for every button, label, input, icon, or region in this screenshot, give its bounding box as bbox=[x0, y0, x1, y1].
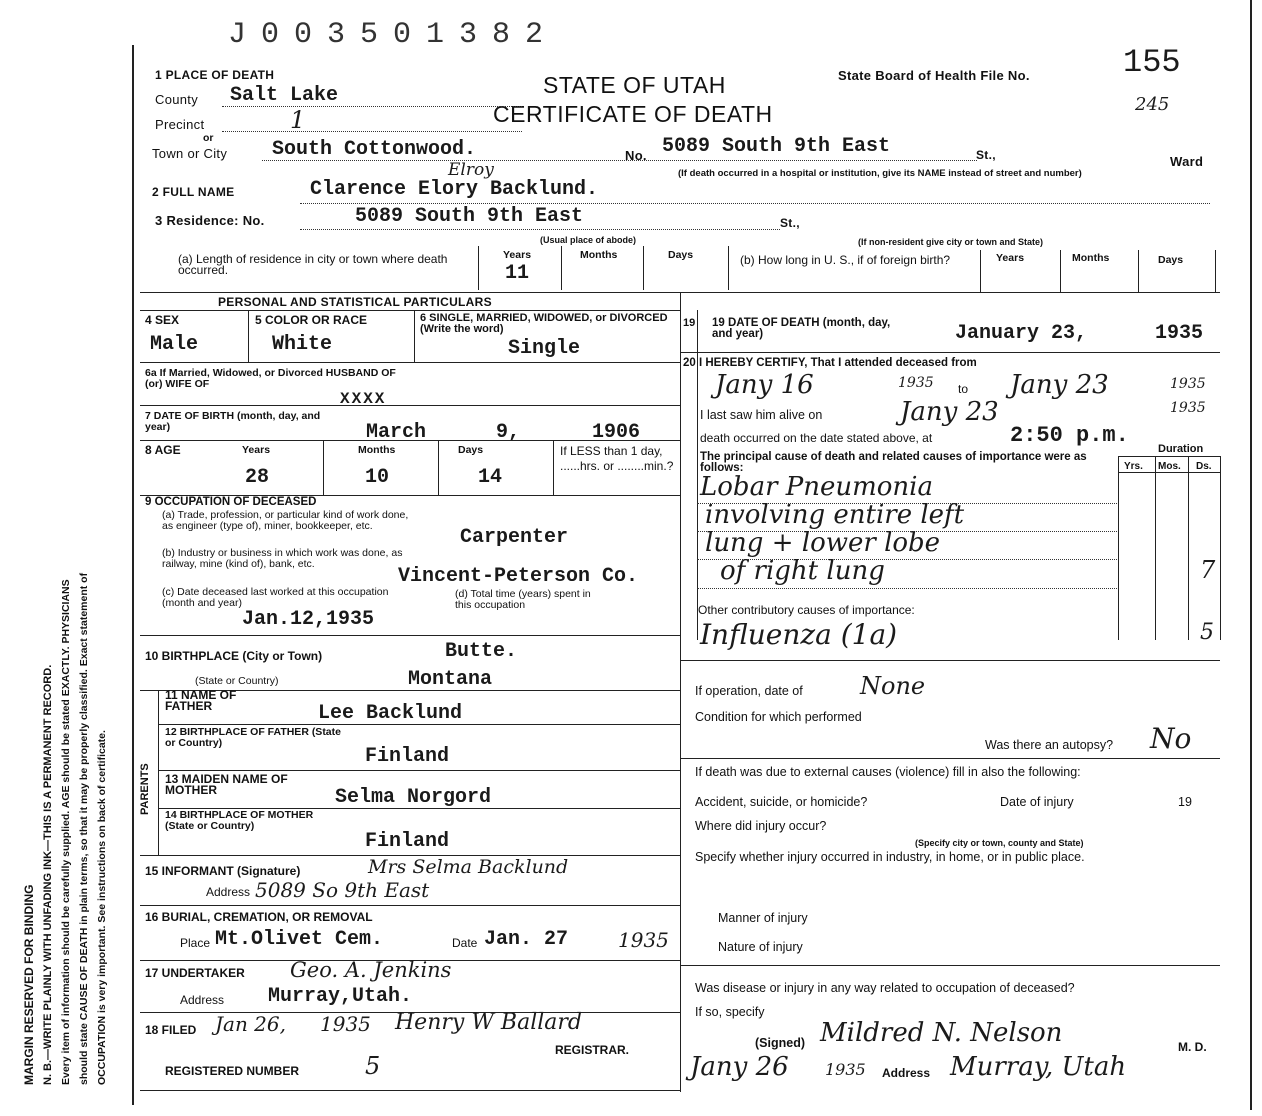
marital-label: 6 SINGLE, MARRIED, WIDOWED, or DIVORCED (Write the word) bbox=[420, 312, 668, 335]
occupation-d-label: (d) Total time (years) spent in this occupation bbox=[455, 588, 591, 611]
operation-value: None bbox=[860, 672, 926, 700]
file-sub-number: 245 bbox=[1135, 94, 1170, 115]
filed-rule bbox=[140, 1090, 680, 1091]
duration-yrs: Yrs. bbox=[1124, 461, 1143, 472]
informant-label: 15 INFORMANT (Signature) bbox=[145, 864, 301, 878]
birthplace-state-label: (State or Country) bbox=[195, 675, 279, 687]
registered-number-label: REGISTERED NUMBER bbox=[165, 1064, 300, 1078]
residence-value: 5089 South 9th East bbox=[355, 205, 584, 228]
registered-number: 5 bbox=[365, 1052, 381, 1080]
street-label: St., bbox=[976, 148, 996, 162]
res-box-left bbox=[478, 246, 479, 290]
town-or-label: or bbox=[203, 132, 214, 144]
birthplace-label: 10 BIRTHPLACE (City or Town) bbox=[145, 649, 323, 663]
injury-date-label: Date of injury bbox=[1000, 795, 1074, 809]
mother-name-label: 13 MAIDEN NAME OF MOTHER bbox=[165, 772, 288, 797]
occupation-related-label: Was disease or injury in any way related to occupation of deceased? bbox=[695, 981, 1075, 995]
dob-month: March bbox=[366, 421, 427, 444]
last-saw-date: Jany 23 bbox=[900, 397, 999, 427]
certify-label: 20 I HEREBY CERTIFY, That I attended deceased from bbox=[683, 357, 977, 369]
death-date-label: 19 DATE OF DEATH (month, day, and year) bbox=[712, 317, 891, 340]
manner-injury-label: Manner of injury bbox=[718, 911, 808, 925]
occupation-last-worked: Jan.12,1935 bbox=[242, 608, 375, 631]
filed-date: Jan 26, bbox=[215, 1012, 286, 1036]
attended-to-year: 1935 bbox=[1170, 376, 1206, 392]
age-days-label: Days bbox=[458, 444, 484, 456]
ward-label: Ward bbox=[1170, 154, 1204, 169]
margin-binding-note: MARGIN RESERVED FOR BINDING bbox=[22, 884, 36, 1085]
undertaker-address-label: Address bbox=[180, 993, 225, 1007]
burial-place: Mt.Olivet Cem. bbox=[215, 928, 384, 951]
informant-address-label: Address bbox=[206, 885, 251, 899]
res-years-label: Years bbox=[503, 249, 532, 261]
age-years: 28 bbox=[245, 466, 270, 489]
death-year-value: 1935 bbox=[1155, 322, 1204, 345]
duration-header-rule bbox=[1118, 472, 1220, 473]
condition-label: Condition for which performed bbox=[695, 710, 862, 724]
informant-signature: Mrs Selma Backlund bbox=[368, 856, 569, 878]
attended-to-label: to bbox=[958, 382, 969, 396]
birthplace-state: Montana bbox=[408, 668, 493, 691]
physician-address-label: Address bbox=[882, 1066, 931, 1080]
cause-line-4-rule bbox=[697, 588, 1117, 589]
sex-value: Male bbox=[150, 333, 199, 356]
form-left-border bbox=[132, 45, 134, 1105]
burial-place-label: Place bbox=[180, 936, 211, 950]
undertaker-signature: Geo. A. Jenkins bbox=[290, 958, 452, 982]
spouse-label: 6a If Married, Widowed, or Divorced HUSBAND OF (or) WIFE OF bbox=[145, 367, 396, 390]
row6a-rule bbox=[140, 405, 680, 406]
signed-label: (Signed) bbox=[755, 1036, 805, 1050]
spouse-value: XXXX bbox=[340, 390, 387, 408]
autopsy-label: Was there an autopsy? bbox=[985, 738, 1114, 752]
father-birthplace: Finland bbox=[365, 745, 450, 768]
external-causes-label: If death was due to external causes (violence) fill in also the following: bbox=[695, 765, 1081, 779]
age-months-label: Months bbox=[358, 444, 396, 456]
duration-ds: Ds. bbox=[1196, 461, 1212, 472]
autopsy-value: No bbox=[1150, 722, 1192, 755]
nature-injury-label: Nature of injury bbox=[718, 940, 803, 954]
informant-address: 5089 So 9th East bbox=[255, 878, 430, 902]
duration-label: Duration bbox=[1158, 443, 1204, 455]
margin-instructions-1: Every item of information should be carefully supplied. AGE should be stated EXACTLY. PHYSICIANS bbox=[60, 579, 72, 1085]
occupation-c-label: (c) Date deceased last worked at this occupation (month and year) bbox=[162, 586, 389, 609]
undertaker-label: 17 UNDERTAKER bbox=[145, 966, 245, 980]
margin-ink-note: N. B.—WRITE PLAINLY WITH UNFADING INK—THIS IS A PERMANENT RECORD. bbox=[42, 664, 54, 1085]
age-years-label: Years bbox=[242, 444, 271, 456]
other-cause-duration: 5 bbox=[1200, 620, 1214, 645]
residence-st-label: St., bbox=[780, 216, 800, 230]
cause-duration: 7 bbox=[1200, 556, 1216, 584]
physician-signature: Mildred N. Nelson bbox=[820, 1018, 1063, 1048]
cause-line-2: involving entire left bbox=[705, 500, 965, 530]
personal-heading: PERSONAL AND STATISTICAL PARTICULARS bbox=[218, 295, 492, 309]
color-value: White bbox=[272, 333, 333, 356]
foreign-years-label: Years bbox=[996, 252, 1025, 264]
marital-value: Single bbox=[508, 337, 581, 360]
signature-date: Jany 26 bbox=[690, 1052, 789, 1082]
age-days: 14 bbox=[478, 466, 503, 489]
informant-rule bbox=[140, 905, 680, 906]
operation-label: If operation, date of bbox=[695, 684, 803, 698]
foreign-box-3 bbox=[1215, 250, 1216, 292]
res-days-label: Days bbox=[668, 249, 694, 261]
death-date-value: January 23, bbox=[955, 322, 1088, 345]
mother-birthplace: Finland bbox=[365, 830, 450, 853]
town-label: Town or City bbox=[152, 146, 228, 161]
occupation-trade: Carpenter bbox=[460, 526, 569, 549]
row7-rule bbox=[140, 440, 680, 441]
row9-rule bbox=[140, 635, 680, 636]
town-line bbox=[262, 160, 977, 161]
registrar-label: REGISTRAR. bbox=[555, 1043, 630, 1057]
precinct-line bbox=[222, 131, 522, 132]
res-box-3 bbox=[728, 246, 729, 290]
margin-instructions-3: OCCUPATION is very important. See instructions on back of certificate. bbox=[96, 730, 108, 1085]
mother-name: Selma Norgord bbox=[335, 786, 492, 809]
center-divider bbox=[680, 292, 681, 1092]
age-months: 10 bbox=[365, 466, 390, 489]
age-div-3 bbox=[553, 440, 554, 495]
attended-from: Jany 16 bbox=[715, 370, 814, 400]
duration-col-2 bbox=[1155, 456, 1156, 640]
length-residence-label: (a) Length of residence in city or town where death occurred. bbox=[178, 252, 448, 277]
state-title: STATE OF UTAH bbox=[543, 72, 726, 98]
death-date-num: 19 bbox=[683, 317, 696, 329]
death-date-rule bbox=[680, 352, 1220, 353]
duration-rule bbox=[1118, 456, 1220, 457]
father-name-label: 11 NAME OF FATHER bbox=[165, 688, 237, 713]
foreign-days-label: Days bbox=[1158, 254, 1184, 266]
address-no-label: No. bbox=[625, 148, 647, 163]
occupation-label: 9 OCCUPATION OF DECEASED bbox=[145, 496, 317, 508]
birthplace-city: Butte. bbox=[445, 640, 518, 663]
occupation-b-label: (b) Industry or business in which work was done, as railway, mine (kind of), bank, etc. bbox=[162, 547, 403, 570]
color-marital-divider bbox=[414, 310, 415, 362]
father-bp-rule bbox=[158, 770, 680, 771]
mother-birthplace-label: 14 BIRTHPLACE OF MOTHER (State or Country) bbox=[165, 809, 314, 832]
other-cause: Influenza (1a) bbox=[700, 618, 898, 651]
principal-cause-label: The principal cause of death and related causes of importance were as follows: bbox=[700, 451, 1087, 474]
father-name: Lee Backlund bbox=[318, 702, 463, 725]
form-right-border bbox=[1250, 0, 1252, 1110]
hospital-note: (If death occurred in a hospital or institution, give its NAME instead of street and number) bbox=[678, 168, 1082, 179]
full-name-value: Clarence Elory Backlund. bbox=[310, 178, 599, 201]
residence-line bbox=[300, 229, 780, 230]
less-than-day-label: If LESS than 1 day, ......hrs. or ........min.? bbox=[560, 444, 674, 473]
death-occurred-label: death occurred on the date stated above, at bbox=[700, 431, 933, 445]
usual-abode-note: (Usual place of abode) bbox=[540, 235, 637, 245]
foreign-box-1 bbox=[1060, 250, 1061, 292]
burial-date: Jan. 27 bbox=[484, 928, 569, 951]
place-of-death-label: 1 PLACE OF DEATH bbox=[155, 68, 275, 82]
precinct-value: 1 bbox=[290, 106, 306, 134]
father-birthplace-label: 12 BIRTHPLACE OF FATHER (State or Country) bbox=[165, 726, 341, 749]
burial-label: 16 BURIAL, CREMATION, OR REMOVAL bbox=[145, 910, 373, 924]
certificate-title: CERTIFICATE OF DEATH bbox=[493, 101, 773, 127]
where-injury-label: Where did injury occur? bbox=[695, 819, 827, 833]
cause-line-3: lung + lower lobe bbox=[705, 528, 941, 558]
dob-label: 7 DATE OF BIRTH (month, day, and year) bbox=[145, 410, 321, 433]
non-resident-note: (If non-resident give city or town and State) bbox=[858, 237, 1044, 247]
parents-sidebar-line bbox=[158, 690, 159, 855]
county-value: Salt Lake bbox=[230, 84, 339, 107]
duration-col-1 bbox=[1118, 456, 1119, 640]
residence-label: 3 Residence: No. bbox=[155, 213, 265, 228]
foreign-box-left bbox=[980, 250, 981, 292]
age-label: 8 AGE bbox=[145, 443, 181, 457]
personal-heading-rule bbox=[140, 310, 680, 311]
burial-date-label: Date bbox=[452, 936, 478, 950]
occupation-a-label: (a) Trade, profession, or particular kind of work done, as engineer (type of), miner, bookkeeper, etc. bbox=[162, 509, 409, 532]
file-number: 155 bbox=[1123, 44, 1181, 81]
duration-col-4 bbox=[1220, 456, 1221, 640]
injury-rule bbox=[680, 965, 1220, 966]
age-div-1 bbox=[323, 440, 324, 495]
causes-bottom-rule bbox=[680, 660, 1220, 661]
sex-label: 4 SEX bbox=[145, 313, 180, 327]
last-saw-year: 1935 bbox=[1170, 400, 1206, 416]
md-label: M. D. bbox=[1178, 1040, 1207, 1054]
res-box-1 bbox=[561, 246, 562, 290]
foreign-box-2 bbox=[1138, 250, 1139, 292]
foreign-birth-label: (b) How long in U. S., if of foreign birth? bbox=[740, 253, 951, 267]
duration-col-3 bbox=[1188, 456, 1189, 640]
county-label: County bbox=[155, 92, 198, 107]
precinct-label: Precinct bbox=[155, 117, 205, 132]
res-box-2 bbox=[643, 246, 644, 290]
name-line bbox=[300, 203, 1210, 204]
burial-year: 1935 bbox=[618, 928, 669, 952]
where-injury-note: (Specify city or town, county and State) bbox=[915, 838, 1084, 848]
physician-address: Murray, Utah bbox=[950, 1052, 1127, 1082]
other-causes-label: Other contributory causes of importance: bbox=[698, 603, 915, 617]
county-line bbox=[222, 106, 522, 107]
attended-from-year: 1935 bbox=[898, 375, 934, 391]
undertaker-address: Murray,Utah. bbox=[268, 985, 413, 1008]
sex-color-divider bbox=[248, 310, 249, 362]
last-saw-label: I last saw him alive on bbox=[700, 408, 823, 422]
foreign-months-label: Months bbox=[1072, 252, 1110, 264]
res-years-value: 11 bbox=[505, 262, 530, 285]
color-label: 5 COLOR OR RACE bbox=[255, 313, 368, 327]
filed-year: 1935 bbox=[320, 1012, 371, 1036]
death-time: 2:50 p.m. bbox=[1010, 423, 1129, 448]
if-so-label: If so, specify bbox=[695, 1005, 765, 1019]
father-rule bbox=[158, 724, 680, 725]
specify-injury-label: Specify whether injury occurred in industry, in home, or in public place. bbox=[695, 850, 1085, 864]
filed-label: 18 FILED bbox=[145, 1023, 197, 1037]
full-name-label: 2 FULL NAME bbox=[152, 185, 235, 199]
accident-label: Accident, suicide, or homicide? bbox=[695, 795, 868, 809]
dob-year: 1906 bbox=[592, 421, 641, 444]
signature-year: 1935 bbox=[825, 1060, 866, 1079]
occupation-industry: Vincent-Peterson Co. bbox=[398, 565, 639, 588]
row6-rule bbox=[140, 362, 680, 363]
name-correction: Elroy bbox=[448, 160, 494, 180]
registrar-signature: Henry W Ballard bbox=[395, 1010, 582, 1035]
duration-mos: Mos. bbox=[1158, 461, 1181, 472]
res-months-label: Months bbox=[580, 249, 618, 261]
age-div-2 bbox=[438, 440, 439, 495]
attended-to: Jany 23 bbox=[1010, 370, 1109, 400]
serial-number: J003501382 bbox=[228, 18, 559, 52]
town-value: South Cottonwood. bbox=[272, 138, 477, 161]
injury-year-label: 19 bbox=[1178, 795, 1192, 809]
death-address: 5089 South 9th East bbox=[662, 135, 891, 158]
file-number-label: State Board of Health File No. bbox=[838, 68, 1030, 83]
parents-label: PARENTS bbox=[139, 763, 151, 815]
cause-line-1: Lobar Pneumonia bbox=[700, 472, 933, 502]
margin-instructions-2: should state CAUSE OF DEATH in plain terms, so that it may be properly classified. Exact statement of bbox=[78, 572, 90, 1085]
cause-line-4: of right lung bbox=[720, 556, 885, 586]
dob-day: 9, bbox=[496, 421, 521, 444]
autopsy-rule bbox=[680, 758, 1220, 759]
